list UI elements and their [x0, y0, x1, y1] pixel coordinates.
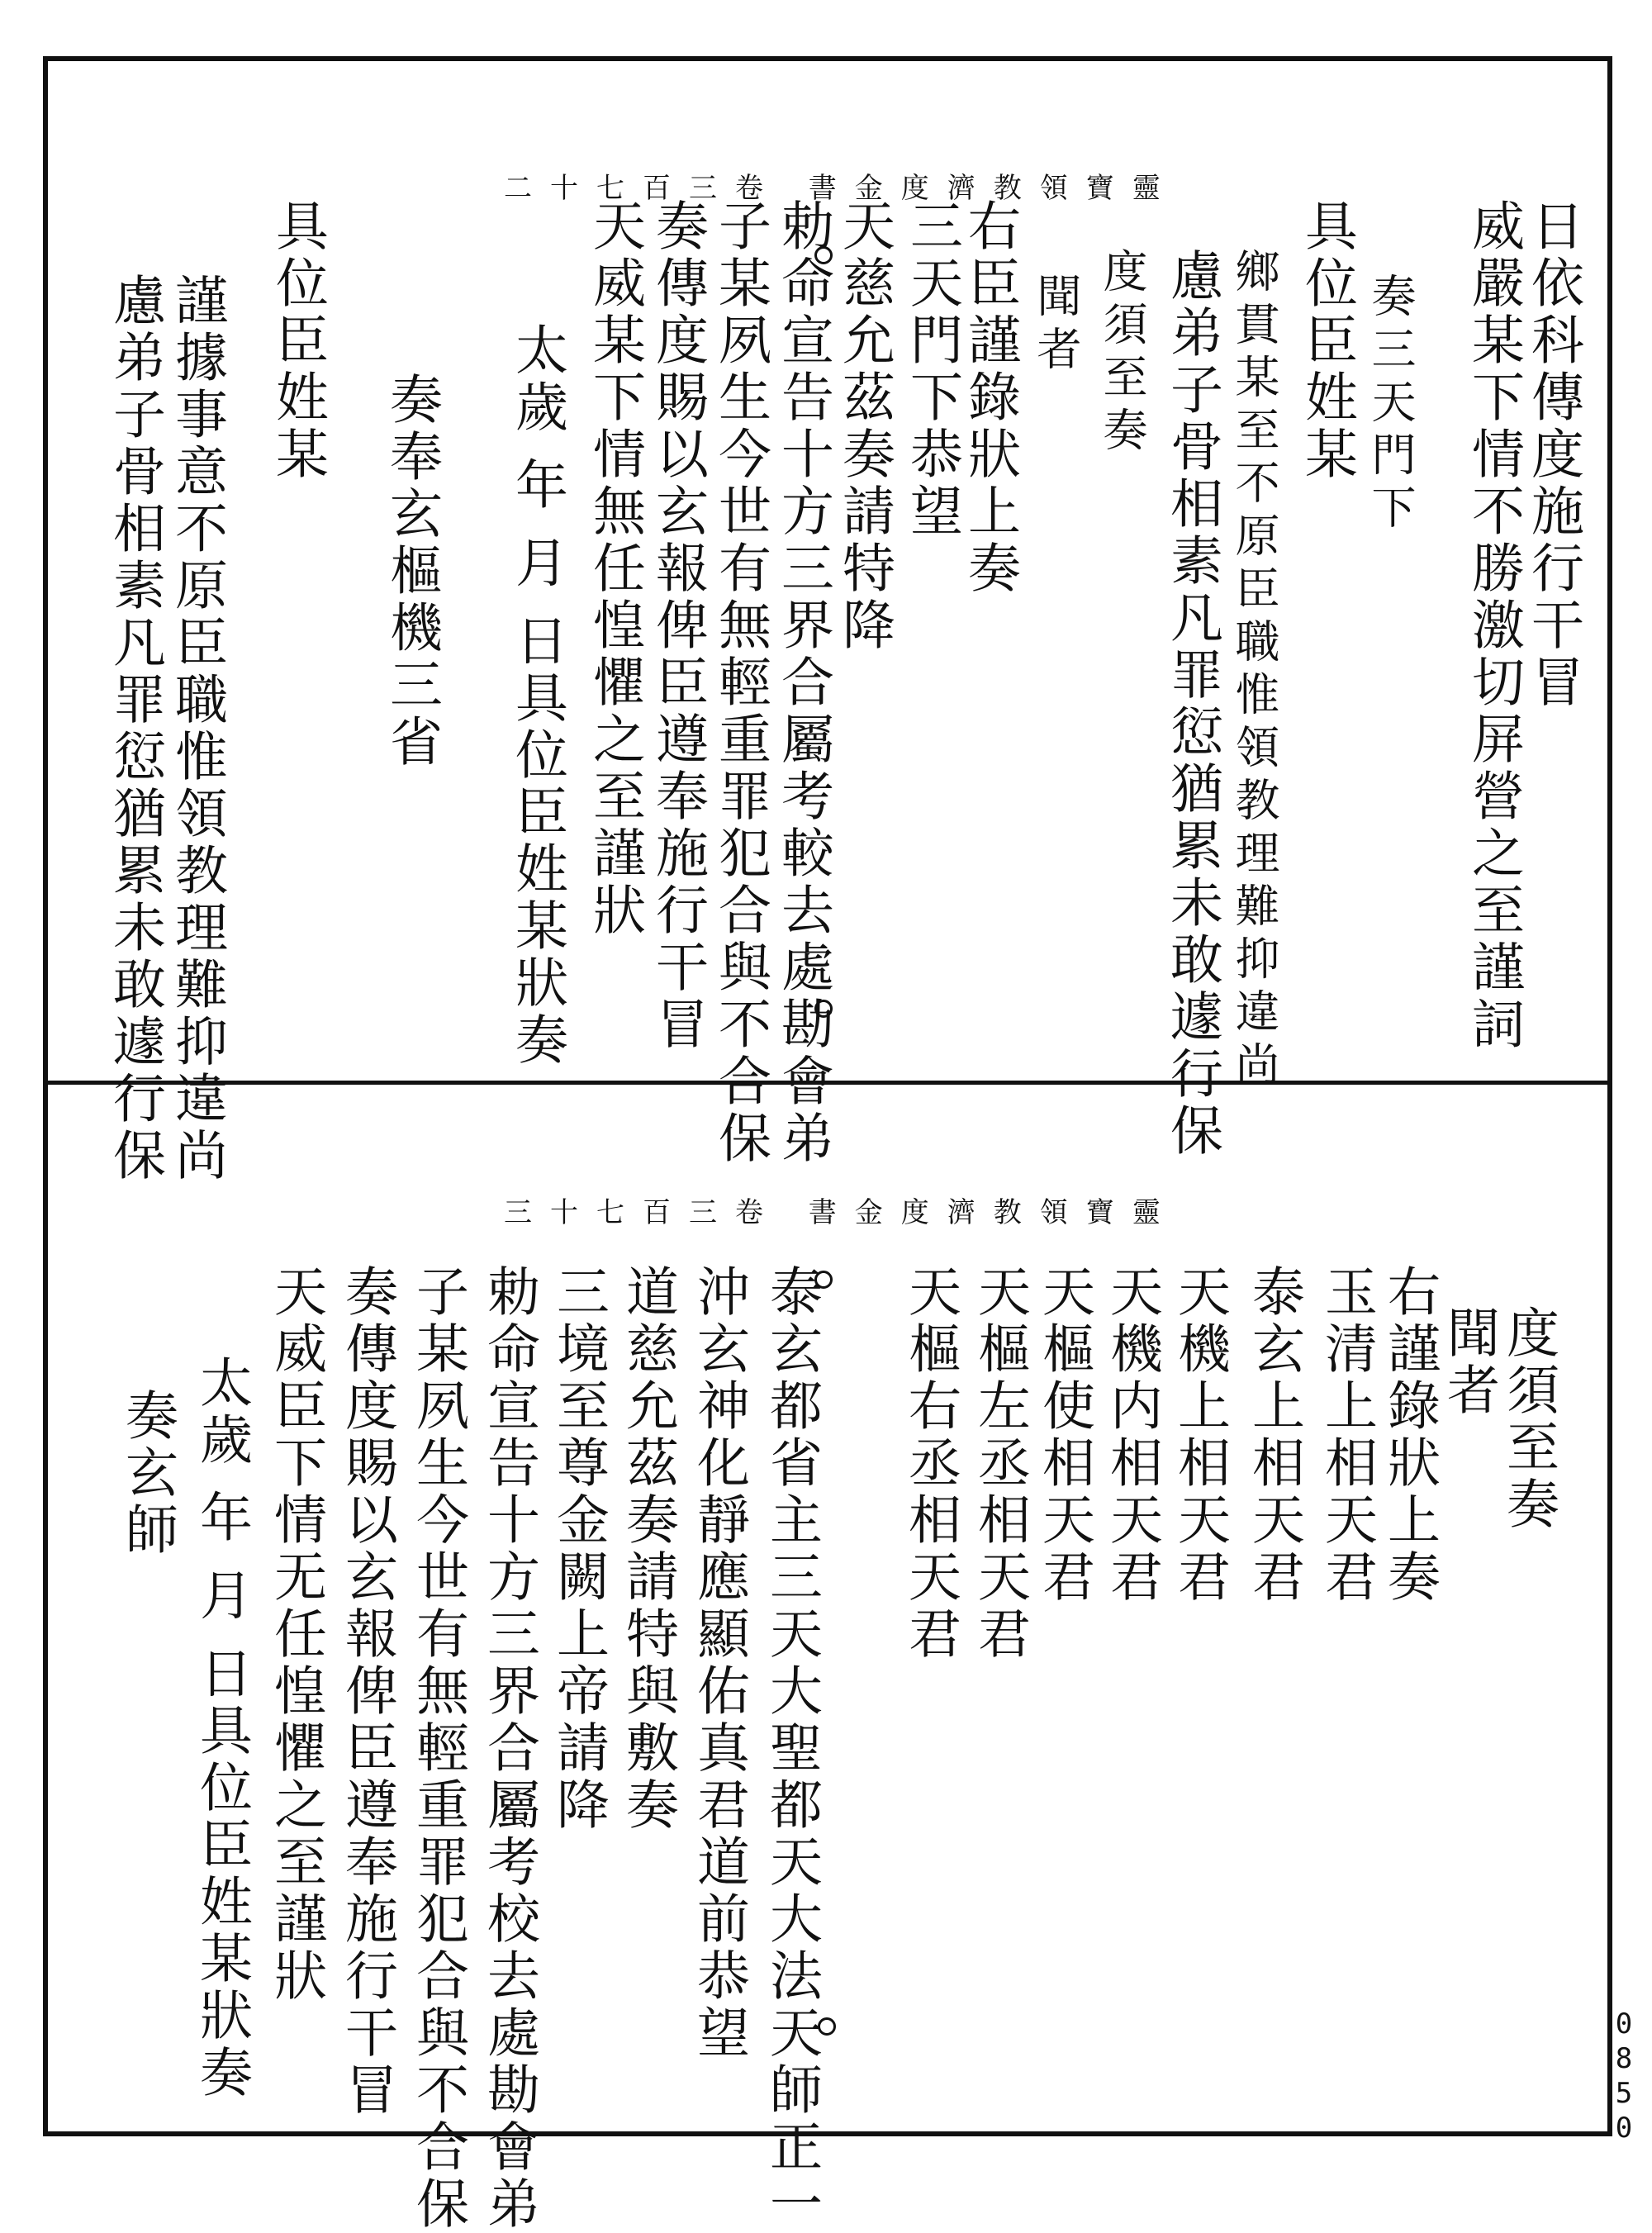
text-column: 天威某下情無任惶懼之至謹狀	[584, 198, 645, 939]
text-column: 天樞使相天君	[1033, 1264, 1094, 1606]
text-column: 玉清上相天君	[1316, 1264, 1377, 1606]
text-column: 勅命宣告十方三界合屬考較去處勘會弟	[772, 198, 833, 1167]
text-column: 太歲 年 月 日具位臣姓某狀奏	[191, 1355, 252, 2102]
circle-mark	[814, 1271, 833, 1289]
circle-mark	[814, 1000, 833, 1018]
text-column: 天樞右丞相天君	[900, 1264, 961, 1663]
text-column: 慮弟子骨相素凡罪愆猶累未敢遽行保	[104, 273, 165, 1185]
text-column: 聞者	[1438, 1305, 1499, 1419]
text-column: 右臣謹錄狀上奏	[959, 198, 1020, 597]
text-column: 右謹錄狀上奏	[1379, 1264, 1440, 1606]
text-column: 天慈允茲奏請特降	[833, 198, 895, 654]
text-column: 太歲 年 月 日具位臣姓某狀奏	[506, 322, 567, 1070]
text-column: 三境至尊金闕上帝請降	[548, 1264, 609, 1834]
text-column: 度須至奏	[1498, 1305, 1559, 1533]
text-column: 天機上相天君	[1169, 1264, 1230, 1606]
text-column: 具位臣姓某	[267, 198, 328, 483]
text-column: 子某夙生今世有無輕重罪犯合與不合保	[710, 198, 771, 1167]
bottom-header: 靈寶領教濟度金書 卷三百七十三	[504, 1196, 1179, 1229]
text-column: 慮弟子骨相素凡罪愆猶累未敢遽行保	[1161, 248, 1222, 1160]
text-column: 謹據事意不原臣職惟領教理難抑違尚	[166, 273, 227, 1185]
text-column: 天樞左丞相天君	[969, 1264, 1030, 1663]
text-column: 度須至奏	[1096, 248, 1148, 459]
text-column: 奏傳度賜以玄報俾臣遵奉施行干冒	[647, 198, 708, 1053]
text-column: 子某夙生今世有無輕重罪犯合與不合保	[407, 1264, 468, 2233]
circle-mark	[818, 2017, 836, 2036]
text-column: 日依科傳度施行干冒	[1522, 198, 1583, 711]
text-column: 具位臣姓某	[1296, 198, 1357, 483]
top-header: 靈寶領教濟度金書 卷三百七十二	[504, 172, 1179, 205]
circle-mark	[814, 246, 833, 264]
text-column: 奏奉玄樞機三省	[381, 372, 442, 771]
text-column: 聞者	[1030, 273, 1082, 378]
text-column: 道慈允茲奏請特與敷奏	[617, 1264, 678, 1834]
text-column: 奏玄師	[116, 1388, 178, 1559]
text-column: 三天門下恭望	[901, 198, 962, 540]
text-column: 奏三天門下	[1365, 273, 1417, 537]
text-column: 奏傳度賜以玄報俾臣遵奉施行干冒	[336, 1264, 397, 2119]
text-column: 泰玄都省主三天大聖都天大法天師正一	[761, 1264, 822, 2233]
page-number: 0850	[1607, 2007, 1640, 2146]
text-column: 鄉貫某至不原臣職惟領教理難抑違尚	[1228, 248, 1280, 1094]
text-column: 威嚴某下情不勝激切屏營之至謹詞	[1463, 198, 1524, 1053]
text-column: 沖玄神化靜應顯佑真君道前恭望	[688, 1264, 749, 2062]
text-column: 勅命宣告十方三界合屬考校去處勘會弟	[478, 1264, 539, 2233]
text-column: 天威臣下情无任惶懼之至謹狀	[265, 1264, 326, 2005]
text-column: 泰玄上相天君	[1243, 1264, 1304, 1606]
text-column: 天機内相天君	[1101, 1264, 1162, 1606]
